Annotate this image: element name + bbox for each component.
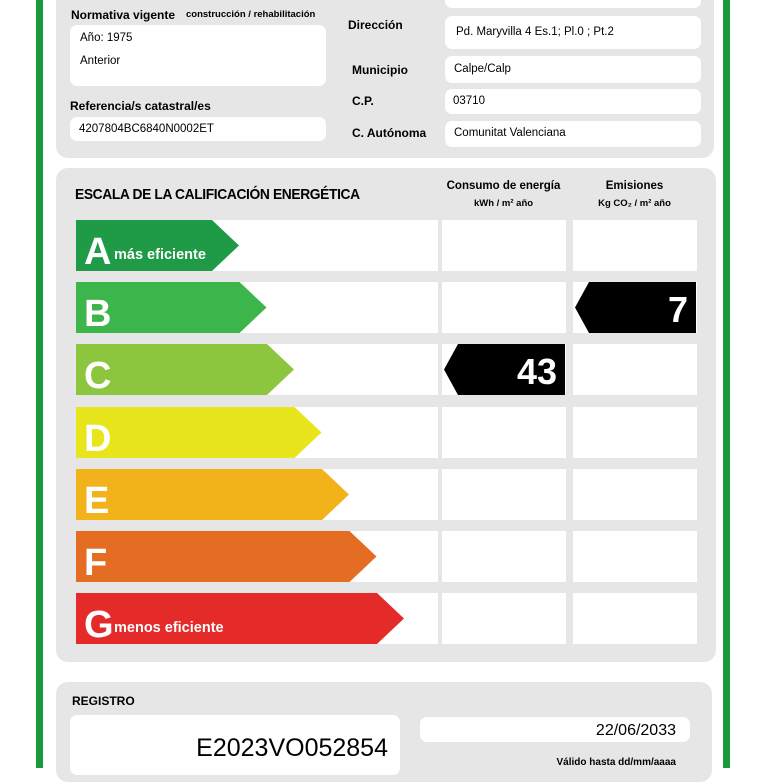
rating-arrow-b [76,282,267,333]
rating-letter-d: D [84,418,112,460]
rating-letter-b: B [84,293,112,335]
rating-arrow-e [76,469,349,520]
consumo-cell-g [442,593,566,644]
referencia-label: Referencia/s catastral/es [70,99,211,113]
rating-letter-g: G [84,604,114,646]
rating-arrow-d [76,407,322,458]
rating-arrow-shape-d [76,407,322,458]
registro-label: REGISTRO [72,694,135,708]
municipio-value: Calpe/Calp [454,63,511,75]
rating-arrow-c [76,344,294,395]
consumo-cell-b [442,282,566,333]
emisiones-cell-g [573,593,697,644]
normativa-value: Anterior [80,55,121,67]
emisiones-cell-d [573,407,697,458]
consumo-cell-f [442,531,566,582]
registro-number: E2023VO052854 [196,734,388,762]
rating-letter-a: A [84,231,112,273]
normativa-label: Normativa vigente [71,8,176,22]
anio-value: Año: 1975 [80,32,133,44]
consumo-header: Consumo de energía [446,180,561,192]
emisiones-cell-c [573,344,697,395]
rating-arrow-shape-f [76,531,377,582]
emisiones-units: Kg CO₂ / m² año [598,198,671,209]
municipio-label: Municipio [352,63,408,77]
rating-arrow-shape-e [76,469,349,520]
cp-label: C.P. [352,94,374,108]
normativa-sub: construcción / rehabilitación [186,9,316,20]
frame-left-border [36,0,43,768]
rating-arrow-a [76,220,239,271]
scale-title: ESCALA DE LA CALIFICACIÓN ENERGÉTICA [75,186,360,203]
consumo-marker [444,344,565,395]
rating-letter-e: E [84,480,110,522]
emisiones-marker-value: 7 [667,289,688,330]
valid-label: Válido hasta dd/mm/aaaa [556,757,676,768]
top-cut-field [445,0,701,8]
emisiones-cell-a [573,220,697,271]
autonomia-value: Comunitat Valenciana [454,127,566,139]
consumo-units: kWh / m² año [473,198,534,209]
valid-date: 22/06/2033 [595,722,676,739]
rating-arrow-shape-g [76,593,404,644]
emisiones-header: Emisiones [605,180,664,192]
consumo-marker-value: 43 [516,351,557,392]
frame-right-border [723,0,730,768]
cp-value: 03710 [453,95,485,107]
referencia-value: 4207804BC6840N0002ET [79,123,214,135]
rating-letter-f: F [84,542,108,584]
rating-text-a: más eficiente [114,247,206,263]
rating-letter-c: C [84,355,112,397]
direccion-label: Dirección [348,18,403,32]
consumo-cell-d [442,407,566,458]
emisiones-cell-e [573,469,697,520]
direccion-value: Pd. Maryvilla 4 Es.1; Pl.0 ; Pt.2 [456,26,614,38]
rating-arrow-f [76,531,377,582]
rating-arrow-g [76,593,404,644]
consumo-cell-a [442,220,566,271]
autonomia-label: C. Autónoma [352,126,427,140]
rating-text-g: menos eficiente [114,620,224,636]
emisiones-marker [575,282,696,333]
emisiones-cell-f [573,531,697,582]
consumo-cell-e [442,469,566,520]
